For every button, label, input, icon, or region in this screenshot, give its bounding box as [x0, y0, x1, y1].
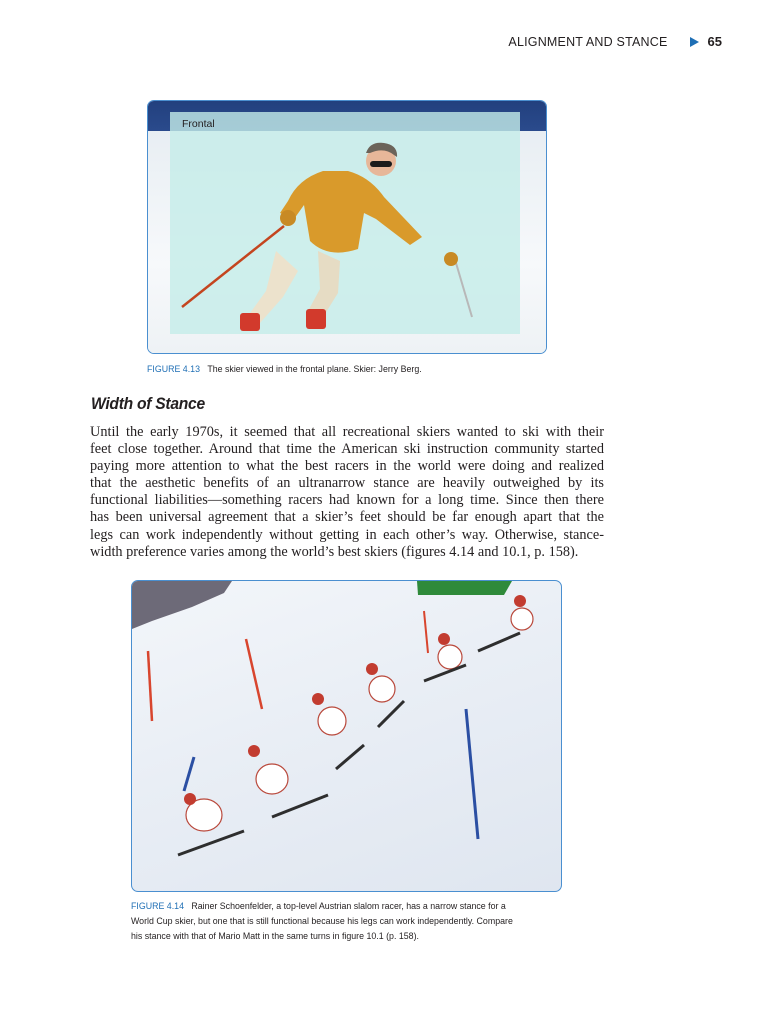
right-glove	[444, 252, 458, 266]
skier-frame	[478, 595, 533, 651]
paragraph-line: width preference varies among the world’s best skiers (figures 4.14 and 10.1, p. 158).	[90, 543, 579, 560]
caption-line: Rainer Schoenfelder, a top-level Austrian slalom racer, has a narrow stance for a	[191, 901, 506, 912]
figure-4-14-photo	[131, 580, 562, 892]
figure-4-13-photo	[147, 100, 547, 354]
slalom-sequence-illustration	[132, 581, 561, 891]
running-header	[508, 34, 722, 49]
skier-illustration	[148, 101, 546, 353]
section-heading: Width of Stance	[91, 394, 205, 413]
red-gate-pole	[246, 639, 262, 709]
left-leg	[248, 251, 298, 323]
paragraph-line: that the aesthetic benefits of an ultranarrow stance are heavily outweighed by its	[90, 475, 604, 492]
skier-frame	[312, 693, 364, 769]
figure-label: FIGURE 4.13	[147, 364, 200, 375]
figure-label: FIGURE 4.14	[131, 901, 184, 912]
caption-text: The skier viewed in the frontal plane. Skier: Jerry Berg.	[207, 364, 422, 375]
orange-jacket	[280, 171, 422, 253]
paragraph-line: has been universal agreement that a skier’s feet should be far enough apart that the	[90, 509, 604, 526]
figure-4-14-caption	[131, 899, 536, 944]
skier-frame	[178, 793, 244, 855]
body-paragraph	[90, 424, 604, 561]
running-title: ALIGNMENT AND STANCE	[508, 34, 668, 49]
right-leg	[308, 251, 340, 317]
blue-gate-pole	[184, 757, 194, 791]
paragraph-line: paying more attention to what the best racers in the world were doing and realized	[90, 458, 604, 475]
sunglasses	[370, 161, 392, 167]
sponsor-banner	[417, 581, 512, 595]
red-gate-pole	[148, 651, 152, 721]
left-boot	[240, 313, 260, 331]
tree-line	[132, 581, 232, 629]
right-boot	[306, 309, 326, 329]
caption-line: his stance with that of Mario Matt in the same turns in figure 10.1 (p. 158).	[131, 931, 419, 942]
red-gate-pole	[424, 611, 428, 653]
caption-line: World Cup skier, but one that is still functional because his legs can work independently. Compare	[131, 916, 513, 927]
paragraph-line: Until the early 1970s, it seemed that all recreational skiers wanted to ski with their	[90, 424, 604, 440]
right-ski-pole	[456, 263, 472, 317]
blue-gate-pole	[466, 709, 478, 839]
paragraph-line: functional liabilities—something racers had known for a long time. Since then there	[90, 492, 604, 509]
figure-4-13-caption	[147, 362, 552, 377]
left-glove	[280, 210, 296, 226]
skier-frame	[424, 633, 466, 681]
paragraph-line: legs can work independently without getting in each other’s way. Otherwise, stance-	[90, 526, 604, 543]
skier-frame	[248, 745, 328, 817]
skier-frame	[366, 663, 404, 727]
frontal-label: Frontal	[182, 118, 215, 130]
triangle-arrow-icon	[690, 37, 699, 47]
paragraph-line: feet close together. Around that time the American ski instruction community started	[90, 441, 604, 458]
page-number: 65	[707, 34, 722, 49]
